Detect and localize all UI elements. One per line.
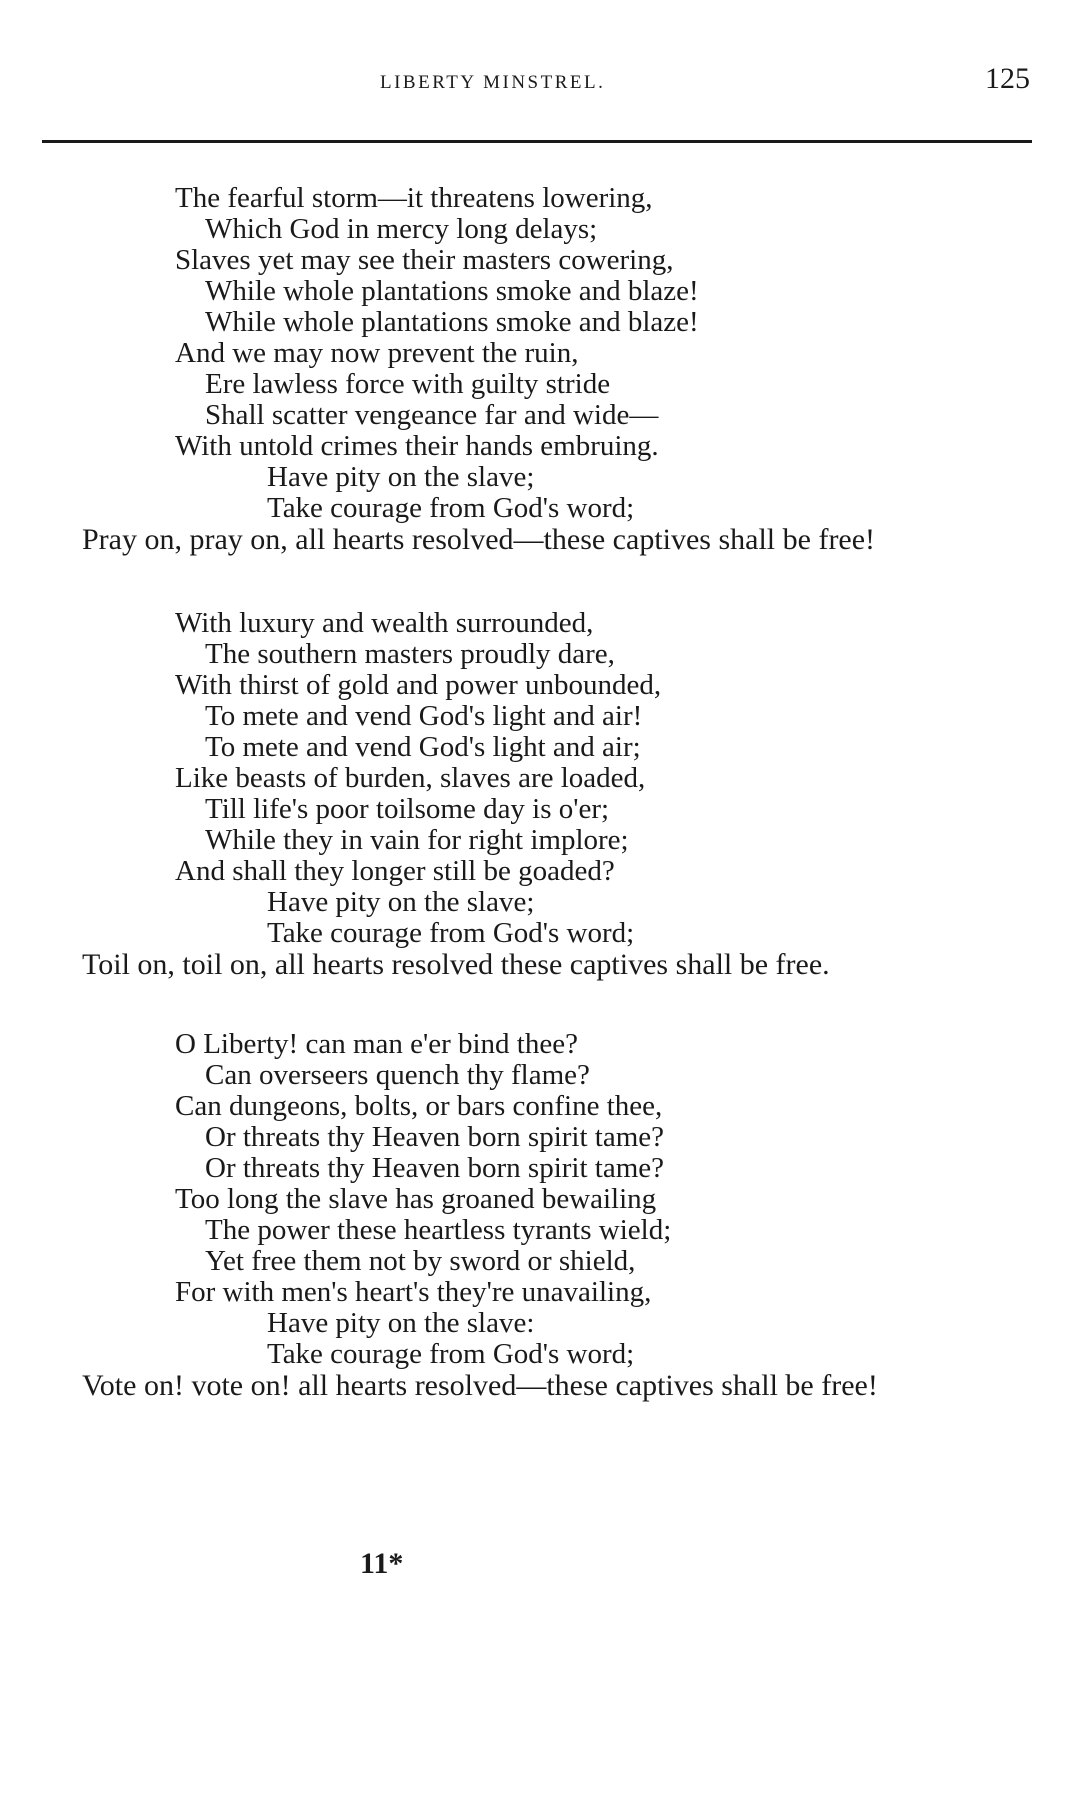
verse-line: And shall they longer still be goaded?: [175, 855, 615, 887]
verse-line: Have pity on the slave;: [267, 461, 535, 493]
verse-line: Take courage from God's word;: [267, 492, 635, 524]
page-number: 125: [985, 62, 1030, 95]
verse-line: Till life's poor toilsome day is o'er;: [205, 793, 610, 825]
refrain-line: Pray on, pray on, all hearts resolved—these captives shall be free!: [82, 523, 876, 556]
header-rule: [42, 140, 1032, 143]
verse-line: With thirst of gold and power unbounded,: [175, 669, 662, 701]
page-header: [42, 58, 1032, 98]
signature-mark: 11*: [360, 1547, 404, 1580]
verse-line: Take courage from God's word;: [267, 1338, 635, 1370]
verse-line: With untold crimes their hands embruing.: [175, 430, 659, 462]
verse-line: The southern masters proudly dare,: [205, 638, 615, 670]
running-title: LIBERTY MINSTREL.: [380, 72, 606, 93]
verse-line: Like beasts of burden, slaves are loaded,: [175, 762, 646, 794]
verse-line: Have pity on the slave;: [267, 886, 535, 918]
verse-line: Can dungeons, bolts, or bars confine thee,: [175, 1090, 663, 1122]
verse-line: While whole plantations smoke and blaze!: [205, 306, 699, 338]
verse-line: Ere lawless force with guilty stride: [205, 368, 611, 400]
verse-line: With luxury and wealth surrounded,: [175, 607, 594, 639]
verse-line: To mete and vend God's light and air!: [205, 700, 643, 732]
verse-line: Yet free them not by sword or shield,: [205, 1245, 636, 1277]
verse-line: Take courage from God's word;: [267, 917, 635, 949]
refrain-line: Toil on, toil on, all hearts resolved these captives shall be free.: [82, 948, 830, 981]
verse-line: For with men's heart's they're unavailing,: [175, 1276, 652, 1308]
verse-line: Shall scatter vengeance far and wide—: [205, 399, 659, 431]
verse-line: To mete and vend God's light and air;: [205, 731, 641, 763]
verse-line: The power these heartless tyrants wield;: [205, 1214, 672, 1246]
verse-line: Too long the slave has groaned bewailing: [175, 1183, 657, 1215]
verse-line: The fearful storm—it threatens lowering,: [175, 182, 653, 214]
verse-line: While they in vain for right implore;: [205, 824, 629, 856]
verse-line: O Liberty! can man e'er bind thee?: [175, 1028, 578, 1060]
verse-line: Or threats thy Heaven born spirit tame?: [205, 1152, 665, 1184]
refrain-line: Vote on! vote on! all hearts resolved—these captives shall be free!: [82, 1369, 878, 1402]
verse-line: Can overseers quench thy flame?: [205, 1059, 590, 1091]
verse-line: Or threats thy Heaven born spirit tame?: [205, 1121, 665, 1153]
verse-line: Have pity on the slave:: [267, 1307, 535, 1339]
verse-line: While whole plantations smoke and blaze!: [205, 275, 699, 307]
verse-line: Which God in mercy long delays;: [205, 213, 598, 245]
verse-line: And we may now prevent the ruin,: [175, 337, 579, 369]
verse-line: Slaves yet may see their masters cowering,: [175, 244, 674, 276]
